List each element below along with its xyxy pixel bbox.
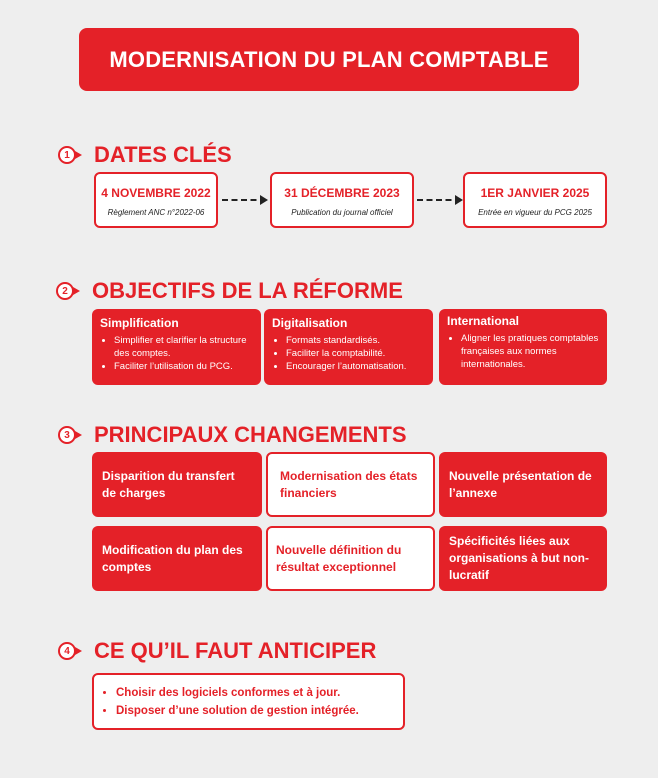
- page-title: MODERNISATION DU PLAN COMPTABLE: [79, 28, 579, 91]
- objective-heading: Digitalisation: [272, 316, 348, 330]
- objective-bullets: [447, 332, 599, 371]
- section-title: CE QU’IL FAUT ANTICIPER: [94, 638, 377, 663]
- date-description: Publication du journal officiel: [291, 208, 393, 217]
- date-card: [94, 172, 218, 228]
- change-card: Modification du plan des comptes: [92, 526, 262, 591]
- change-card: Nouvelle définition du résultat exceptionnel: [266, 526, 435, 591]
- objective-heading: Simplification: [100, 316, 179, 330]
- date-label: 4 NOVEMBRE 2022: [101, 186, 211, 200]
- section-title: PRINCIPAUX CHANGEMENTS: [94, 422, 407, 447]
- list-item: • Faciliter l’utilisation du PCG.: [114, 360, 253, 373]
- arrow-right-icon: [222, 199, 266, 201]
- objective-card: [264, 309, 433, 385]
- date-description: Entrée en vigueur du PCG 2025: [478, 208, 592, 217]
- change-card: Modernisation des états financiers: [266, 452, 435, 517]
- list-item: • Formats standardisés.: [286, 334, 425, 347]
- date-label: 31 DÉCEMBRE 2023: [284, 186, 400, 200]
- objective-card: [92, 309, 261, 385]
- change-card: Disparition du transfert de charges: [92, 452, 262, 517]
- list-item: • Simplifier et clarifier la structure des comptes.: [114, 334, 253, 360]
- section-number-badge: 1: [58, 146, 76, 164]
- section-dates-header: [58, 142, 232, 168]
- section-number-badge: 3: [58, 426, 76, 444]
- section-changements-header: [58, 422, 407, 448]
- section-title: DATES CLÉS: [94, 142, 232, 167]
- list-item: • Aligner les pratiques comptables françaises aux normes internationales.: [461, 332, 599, 371]
- section-anticiper-header: [58, 638, 376, 664]
- date-card: [270, 172, 414, 228]
- list-item: • Disposer d’une solution de gestion intégrée.: [116, 702, 395, 720]
- anticipate-card: [92, 673, 405, 730]
- arrow-right-icon: [417, 199, 461, 201]
- objective-card: [439, 309, 607, 385]
- date-label: 1ER JANVIER 2025: [480, 186, 590, 200]
- section-title: OBJECTIFS DE LA RÉFORME: [92, 278, 403, 303]
- objective-bullets: [272, 334, 425, 373]
- objective-heading: International: [447, 314, 520, 328]
- section-objectifs-header: [56, 278, 403, 304]
- list-item: • Faciliter la comptabilité.: [286, 347, 425, 360]
- date-card: [463, 172, 607, 228]
- list-item: • Choisir des logiciels conformes et à jour.: [116, 684, 395, 702]
- date-description: Règlement ANC n°2022-06: [107, 208, 205, 217]
- objective-bullets: [100, 334, 253, 373]
- change-card: Spécificités liées aux organisations à but non-lucratif: [439, 526, 607, 591]
- section-number-badge: 2: [56, 282, 74, 300]
- anticipate-bullets: [102, 684, 395, 720]
- section-number-badge: 4: [58, 642, 76, 660]
- list-item: • Encourager l’automatisation.: [286, 360, 425, 373]
- change-card: Nouvelle présentation de l’annexe: [439, 452, 607, 517]
